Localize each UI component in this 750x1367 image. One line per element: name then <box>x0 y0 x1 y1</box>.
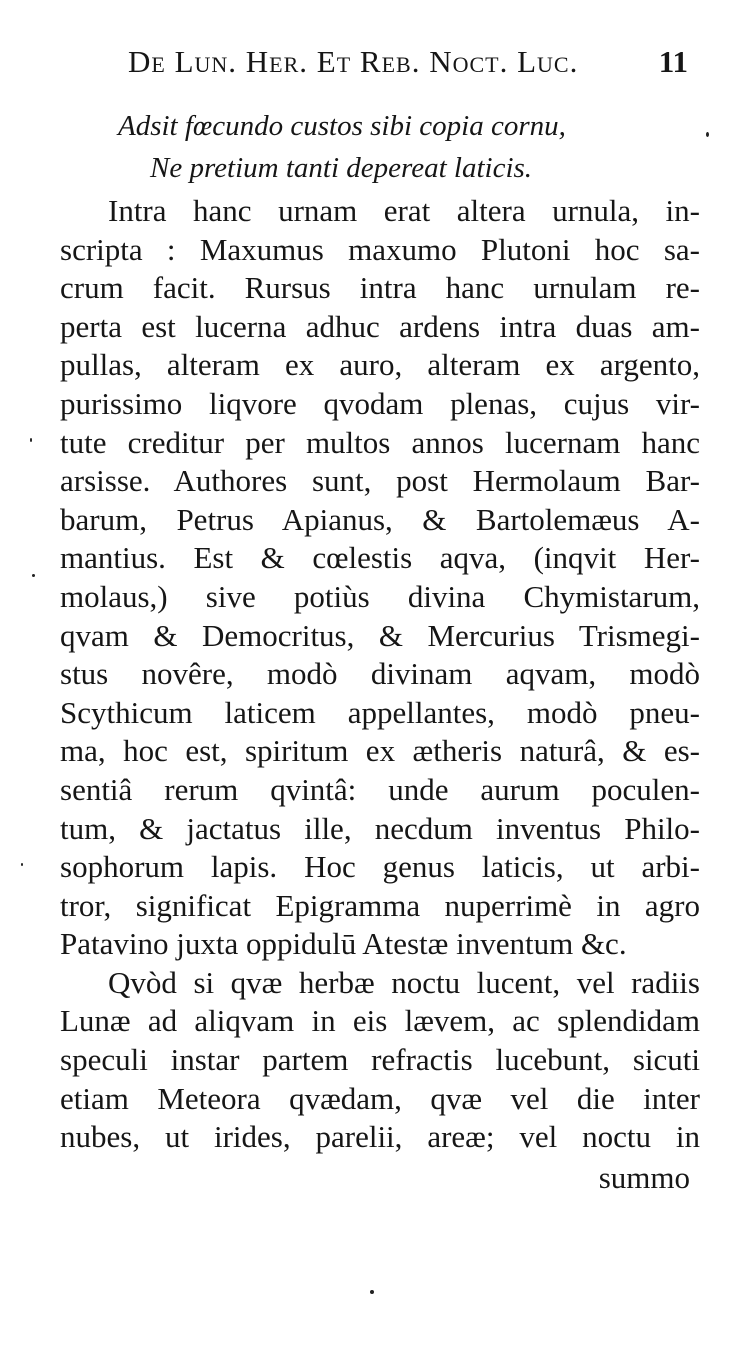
running-header <box>128 38 688 86</box>
text-line: ma, hoc est, spiritum ex ætheris naturâ, & es- <box>60 733 700 769</box>
verse-line: Ne pretium tanti depereat laticis. <box>150 152 533 184</box>
text-line: Scythicum laticem appellantes, modò pneu- <box>60 694 700 730</box>
text-line: mantius. Est & cœlestis aqva, (inqvit Her- <box>60 540 700 576</box>
text-line: crum facit. Rursus intra hanc urnulam re- <box>60 270 700 306</box>
text-line: speculi instar partem refractis lucebunt, sicuti <box>60 1042 700 1078</box>
text-line: sentiâ rerum qvintâ: unde aurum poculen- <box>60 771 700 807</box>
catchword: summo <box>598 1160 690 1195</box>
text-line: sophorum lapis. Hoc genus laticis, ut arbi- <box>60 849 700 885</box>
text-line: Intra hanc urnam erat altera urnula, in- <box>108 193 700 228</box>
text-line: Patavino juxta oppidulū Atestæ inventum &c. <box>60 926 627 962</box>
text-line: Lunæ ad aliqvam in eis lævem, ac splendidam <box>60 1003 700 1039</box>
text-line: pullas, alteram ex auro, alteram ex argento, <box>60 347 700 383</box>
text-line: molaus,) sive potiùs divina Chymistarum, <box>60 578 700 614</box>
text-line: scripta : Maxumus maxumo Plutoni hoc sa- <box>60 231 700 267</box>
text-line: qvam & Democritus, & Mercurius Trismegi- <box>60 617 700 653</box>
text-line: nubes, ut irides, parelii, areæ; vel noctu in <box>60 1119 700 1155</box>
text-line: arsisse. Authores sunt, post Hermolaum Bar- <box>60 463 700 499</box>
text-line: perta est lucerna adhuc ardens intra duas am- <box>60 308 700 344</box>
body-text <box>60 192 700 1157</box>
running-title: De Lun. Her. Et Reb. Noct. Luc. <box>128 44 579 79</box>
text-line: purissimo liqvore qvodam plenas, cujus vir- <box>60 385 700 421</box>
text-line: etiam Meteora qvædam, qvæ vel die inter <box>60 1080 700 1116</box>
text-line: barum, Petrus Apianus, & Bartolemæus A- <box>60 501 700 537</box>
text-line: Qvòd si qvæ herbæ noctu lucent, vel radiis <box>108 964 700 1000</box>
text-line: stus novêre, modò divinam aqvam, modò <box>60 656 700 692</box>
page-number: 11 <box>658 44 688 79</box>
text-line: tror, significat Epigramma nuperrimè in agro <box>60 887 700 923</box>
text-line: tum, & jactatus ille, necdum inventus Philo- <box>60 810 700 846</box>
verse-line: Adsit fœcundo custos sibi copia cornu, <box>118 110 566 142</box>
text-line: tute creditur per multos annos lucernam hanc <box>60 424 700 460</box>
